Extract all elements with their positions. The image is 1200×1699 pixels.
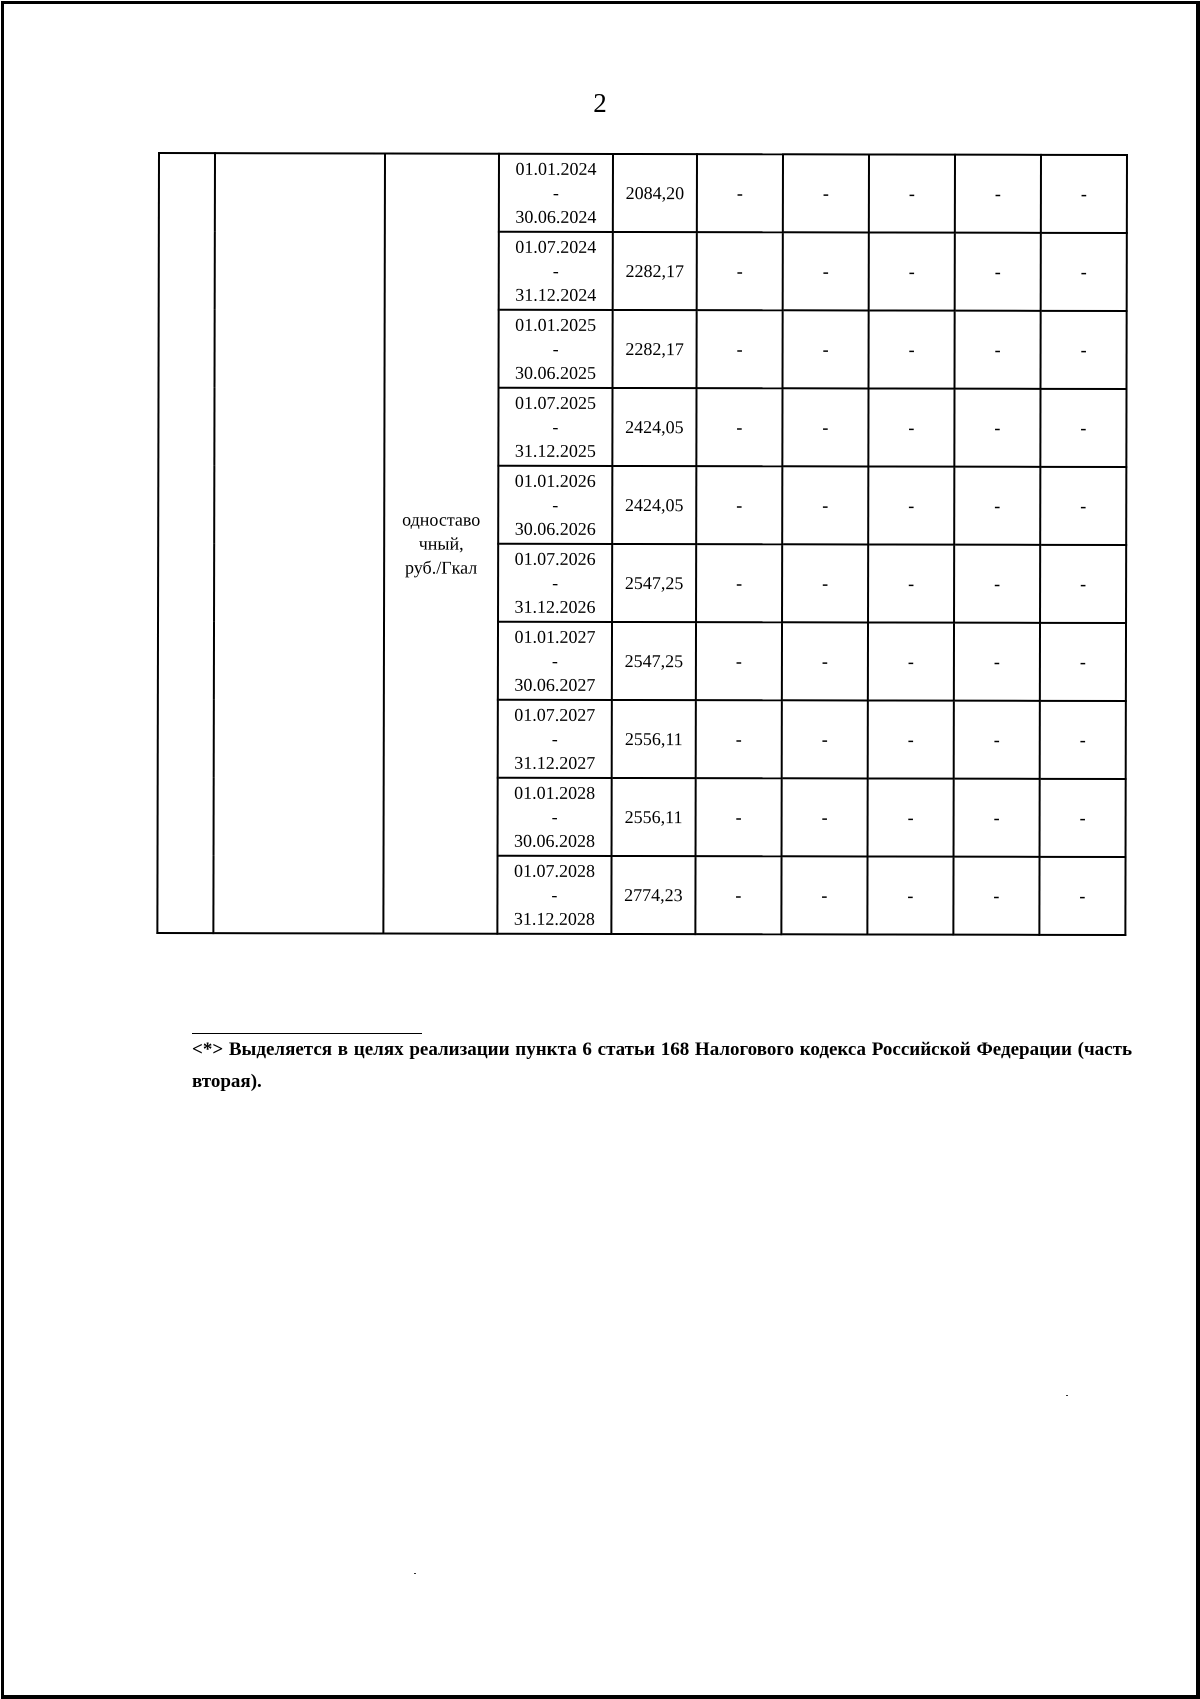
period-cell bbox=[499, 232, 613, 310]
tariff-value: 2084,20 bbox=[613, 154, 697, 232]
period-start: 01.07.2026 bbox=[514, 548, 596, 569]
empty-value-cell: - bbox=[783, 232, 869, 310]
empty-value-cell: - bbox=[782, 700, 868, 778]
period-start: 01.01.2025 bbox=[515, 314, 597, 335]
empty-value-cell: - bbox=[696, 466, 782, 544]
empty-value-cell: - bbox=[868, 544, 954, 622]
period-separator: - bbox=[552, 260, 559, 281]
empty-value-cell: - bbox=[1040, 779, 1126, 857]
empty-value-cell: - bbox=[955, 155, 1041, 233]
period-start: 01.01.2024 bbox=[515, 158, 597, 179]
period-end: 30.06.2024 bbox=[515, 206, 597, 227]
period-cell bbox=[498, 544, 612, 622]
tariff-value: 2424,05 bbox=[612, 466, 696, 544]
period-start: 01.07.2028 bbox=[513, 860, 596, 881]
empty-value-cell: - bbox=[868, 700, 954, 778]
tariff-value: 2556,11 bbox=[612, 700, 696, 778]
period-end: 31.12.2027 bbox=[514, 752, 596, 773]
empty-value-cell: - bbox=[697, 310, 783, 388]
empty-value-cell: - bbox=[954, 467, 1040, 545]
unit-line: чный, bbox=[418, 533, 464, 554]
period-cell bbox=[497, 856, 611, 934]
empty-value-cell: - bbox=[696, 388, 782, 466]
empty-value-cell: - bbox=[1041, 155, 1127, 233]
empty-value-cell: - bbox=[782, 778, 868, 856]
empty-value-cell: - bbox=[696, 622, 782, 700]
tariff-value: 2282,17 bbox=[613, 310, 697, 388]
period-cell bbox=[498, 466, 612, 544]
empty-value-cell: - bbox=[1040, 389, 1126, 467]
tariff-value: 2774,23 bbox=[611, 856, 695, 934]
empty-value-cell: - bbox=[869, 154, 955, 232]
period-end: 31.12.2026 bbox=[514, 596, 596, 617]
period-separator: - bbox=[551, 728, 558, 749]
period-end: 30.06.2027 bbox=[514, 674, 596, 695]
tariff-value: 2547,25 bbox=[612, 622, 696, 700]
empty-value-cell: - bbox=[954, 779, 1040, 857]
period-end: 31.12.2025 bbox=[514, 440, 596, 461]
empty-value-cell: - bbox=[954, 545, 1040, 623]
empty-value-cell: - bbox=[782, 544, 868, 622]
period-separator: - bbox=[551, 884, 558, 905]
tariff-table bbox=[156, 152, 1128, 936]
footnote-text: <*> Выделяется в целях реализации пункта 6 статьи 168 Налогового кодекса Российской Федерации (часть вторая). bbox=[192, 1039, 1132, 1092]
empty-value-cell: - bbox=[696, 544, 782, 622]
empty-value-cell: - bbox=[953, 857, 1039, 935]
period-cell bbox=[498, 388, 612, 466]
period-separator: - bbox=[552, 416, 559, 437]
tariff-value: 2424,05 bbox=[612, 388, 696, 466]
empty-value-cell: - bbox=[782, 622, 868, 700]
period-start: 01.01.2027 bbox=[514, 626, 596, 647]
empty-value-cell: - bbox=[1041, 233, 1127, 311]
empty-value-cell: - bbox=[696, 778, 782, 856]
empty-value-cell: - bbox=[697, 232, 783, 310]
empty-value-cell: - bbox=[696, 700, 782, 778]
period-end: 31.12.2024 bbox=[515, 284, 597, 305]
tariff-value: 2547,25 bbox=[612, 544, 696, 622]
empty-value-cell: - bbox=[1040, 467, 1126, 545]
period-end: 30.06.2028 bbox=[514, 830, 596, 851]
unit-line: руб./Гкал bbox=[404, 557, 478, 578]
period-separator: - bbox=[552, 494, 559, 515]
period-cell bbox=[498, 622, 612, 700]
scan-speck bbox=[414, 1573, 416, 1574]
empty-value-cell: - bbox=[954, 623, 1040, 701]
empty-value-cell: - bbox=[783, 154, 869, 232]
empty-value-cell: - bbox=[868, 466, 954, 544]
empty-value-cell: - bbox=[955, 311, 1041, 389]
empty-value-cell: - bbox=[695, 856, 781, 934]
period-cell bbox=[499, 310, 613, 388]
empty-value-cell: - bbox=[868, 388, 954, 466]
unit-line: одноставо bbox=[402, 509, 481, 530]
empty-value-cell: - bbox=[954, 701, 1040, 779]
empty-value-cell: - bbox=[867, 856, 953, 934]
empty-value-cell: - bbox=[1040, 701, 1126, 779]
empty-value-cell: - bbox=[782, 388, 868, 466]
period-separator: - bbox=[551, 806, 558, 827]
scan-speck bbox=[1066, 1395, 1068, 1396]
empty-value-cell: - bbox=[868, 778, 954, 856]
period-end: 31.12.2028 bbox=[513, 908, 595, 929]
empty-value-cell: - bbox=[868, 622, 954, 700]
empty-value-cell: - bbox=[954, 389, 1040, 467]
period-end: 30.06.2025 bbox=[515, 362, 597, 383]
empty-value-cell: - bbox=[1040, 623, 1126, 701]
empty-value-cell: - bbox=[781, 856, 867, 934]
period-start: 01.07.2024 bbox=[515, 236, 597, 257]
empty-value-cell: - bbox=[869, 310, 955, 388]
period-start: 01.01.2028 bbox=[514, 782, 596, 803]
empty-name-cell bbox=[213, 153, 385, 933]
period-start: 01.07.2025 bbox=[514, 392, 596, 413]
empty-value-cell: - bbox=[1041, 311, 1127, 389]
period-start: 01.01.2026 bbox=[514, 470, 596, 491]
table-body bbox=[157, 153, 1127, 935]
empty-value-cell: - bbox=[1039, 857, 1125, 935]
period-start: 01.07.2027 bbox=[514, 704, 596, 725]
period-cell bbox=[498, 700, 612, 778]
empty-value-cell: - bbox=[955, 233, 1041, 311]
empty-value-cell: - bbox=[869, 232, 955, 310]
tariff-value: 2556,11 bbox=[612, 778, 696, 856]
empty-number-cell bbox=[157, 153, 215, 933]
empty-value-cell: - bbox=[697, 154, 783, 232]
period-cell bbox=[499, 154, 613, 232]
unit-cell bbox=[383, 153, 499, 933]
page-number: 2 bbox=[593, 88, 607, 118]
period-separator: - bbox=[552, 338, 559, 359]
period-separator: - bbox=[551, 650, 558, 671]
table-row bbox=[159, 153, 1127, 233]
empty-value-cell: - bbox=[782, 466, 868, 544]
tariff-value: 2282,17 bbox=[613, 232, 697, 310]
empty-value-cell: - bbox=[1040, 545, 1126, 623]
period-separator: - bbox=[552, 572, 559, 593]
period-cell bbox=[498, 778, 612, 856]
period-separator: - bbox=[552, 182, 559, 203]
period-end: 30.06.2026 bbox=[514, 518, 596, 539]
empty-value-cell: - bbox=[783, 310, 869, 388]
